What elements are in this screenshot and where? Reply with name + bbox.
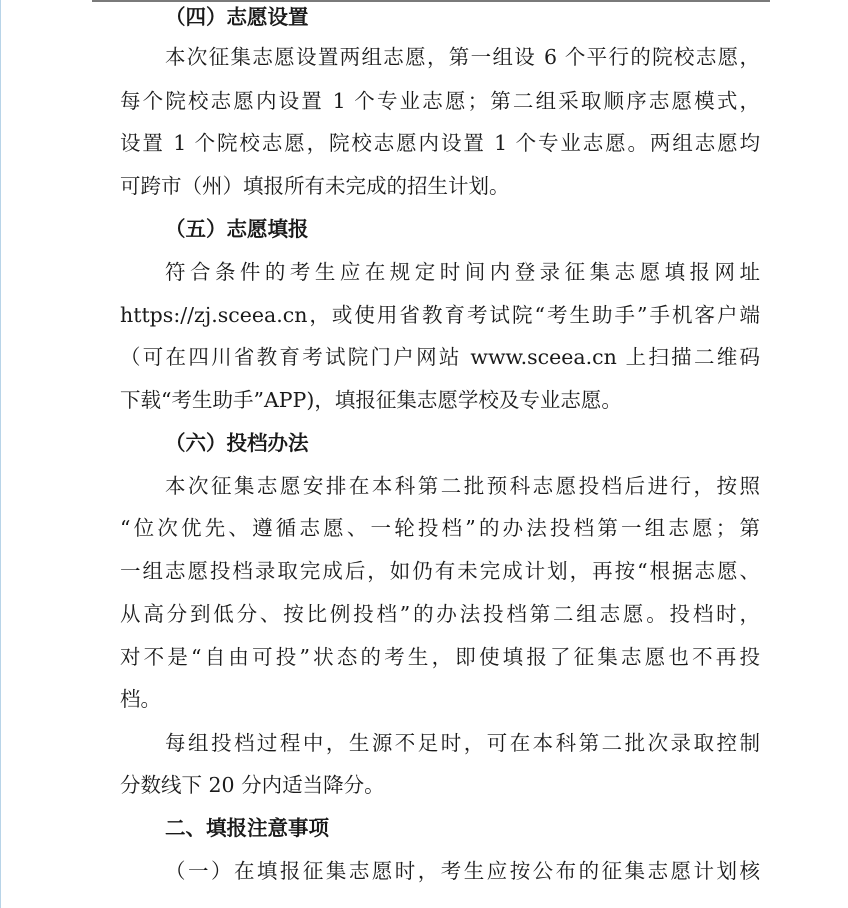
paragraph-line: 从高分到低分、按比例投档”的办法投档第二组志愿。投档时， (120, 602, 760, 626)
paragraph-line: 档。 (120, 687, 161, 711)
paragraph-line: 设置 1 个院校志愿，院校志愿内设置 1 个专业志愿。两组志愿均 (120, 131, 760, 155)
section-heading-tianbao-zhuyi-shixiang: 二、填报注意事项 (165, 816, 329, 840)
paragraph-line: 下载“考生助手”APP)，填报征集志愿学校及专业志愿。 (120, 388, 622, 412)
paragraph-line: 每组投档过程中，生源不足时，可在本科第二批次录取控制 (165, 731, 760, 755)
paragraph-line: 本次征集志愿设置两组志愿，第一组设 6 个平行的院校志愿， (165, 45, 760, 69)
paragraph-line: 对不是“自由可投”状态的考生，即使填报了征集志愿也不再投 (120, 645, 760, 669)
paragraph-line: 可跨市（州）填报所有未完成的招生计划。 (120, 174, 510, 198)
paragraph-line: 分数线下 20 分内适当降分。 (120, 773, 385, 797)
section-heading-zhiyuan-shezhi: （四）志愿设置 (165, 5, 309, 29)
paragraph-line: 每个院校志愿内设置 1 个专业志愿；第二组采取顺序志愿模式， (120, 89, 760, 113)
paragraph-line: （一）在填报征集志愿时，考生应按公布的征集志愿计划核 (165, 859, 760, 883)
paragraph-line: （可在四川省教育考试院门户网站 www.sceea.cn 上扫描二维码 (120, 345, 760, 369)
paragraph-line: 一组志愿投档录取完成后，如仍有未完成计划，再按“根据志愿、 (120, 559, 760, 583)
paragraph-line: “位次优先、遵循志愿、一轮投档”的办法投档第一组志愿；第 (120, 516, 760, 540)
section-heading-zhiyuan-tianbao: （五）志愿填报 (165, 217, 309, 241)
page-left-border (0, 0, 1, 908)
section-heading-toudang-banfa: （六）投档办法 (165, 431, 309, 455)
paragraph-line: 符合条件的考生应在规定时间内登录征集志愿填报网址 (165, 260, 760, 284)
paragraph-line: 本次征集志愿安排在本科第二批预科志愿投档后进行，按照 (165, 474, 760, 498)
paragraph-line: https://zj.sceea.cn，或使用省教育考试院“考生助手”手机客户端 (120, 303, 760, 327)
